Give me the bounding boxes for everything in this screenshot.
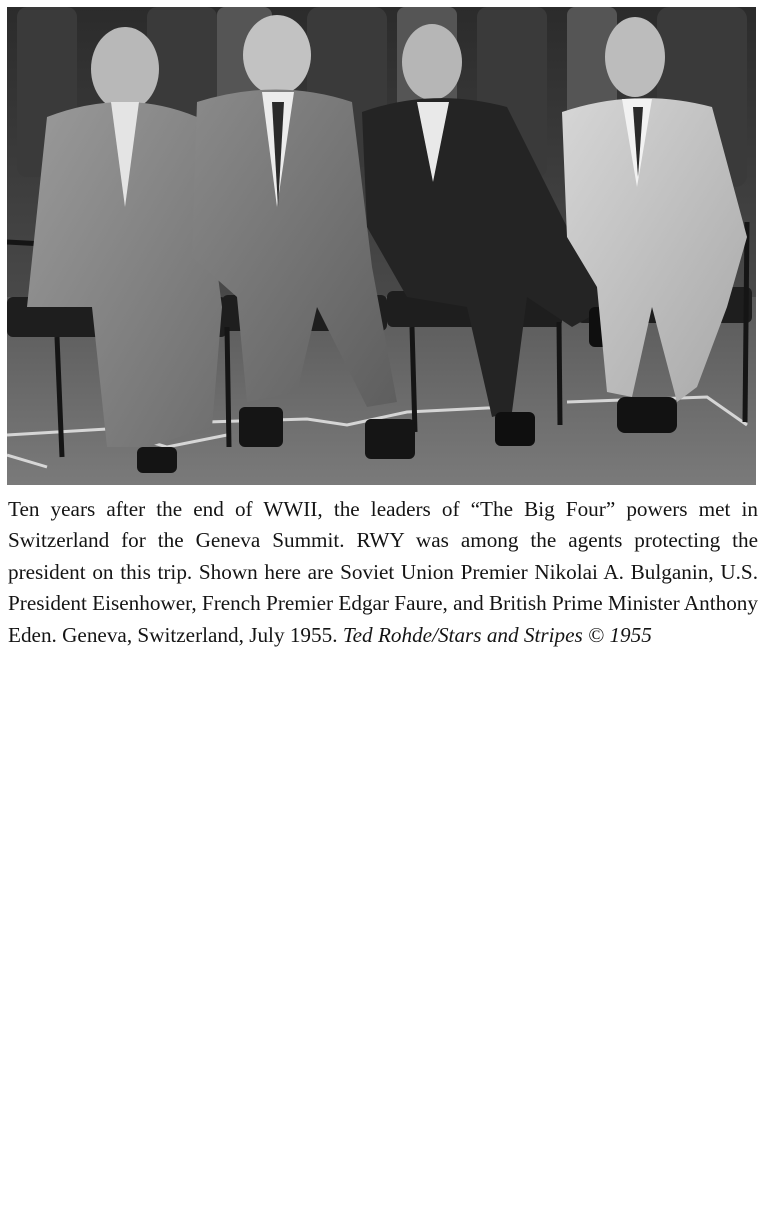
- photo-caption: [8, 494, 758, 651]
- caption-text: Ten years after the end of WWII, the leaders of “The Big Four” powers met in Switzerland for the Geneva Summit. RWY was among the agents protecting the president on this trip. Shown here are Soviet Union Premier Nikolai A. Bulganin, U.S. President Eisenhower, French Premier Edgar Faure, and British Prime Minister Anthony Eden. Geneva, Switzerland, July 1955.: [8, 497, 758, 647]
- photo-credit: Ted Rohde/Stars and Stripes © 1955: [342, 622, 652, 647]
- geneva-summit-photo: [7, 7, 756, 485]
